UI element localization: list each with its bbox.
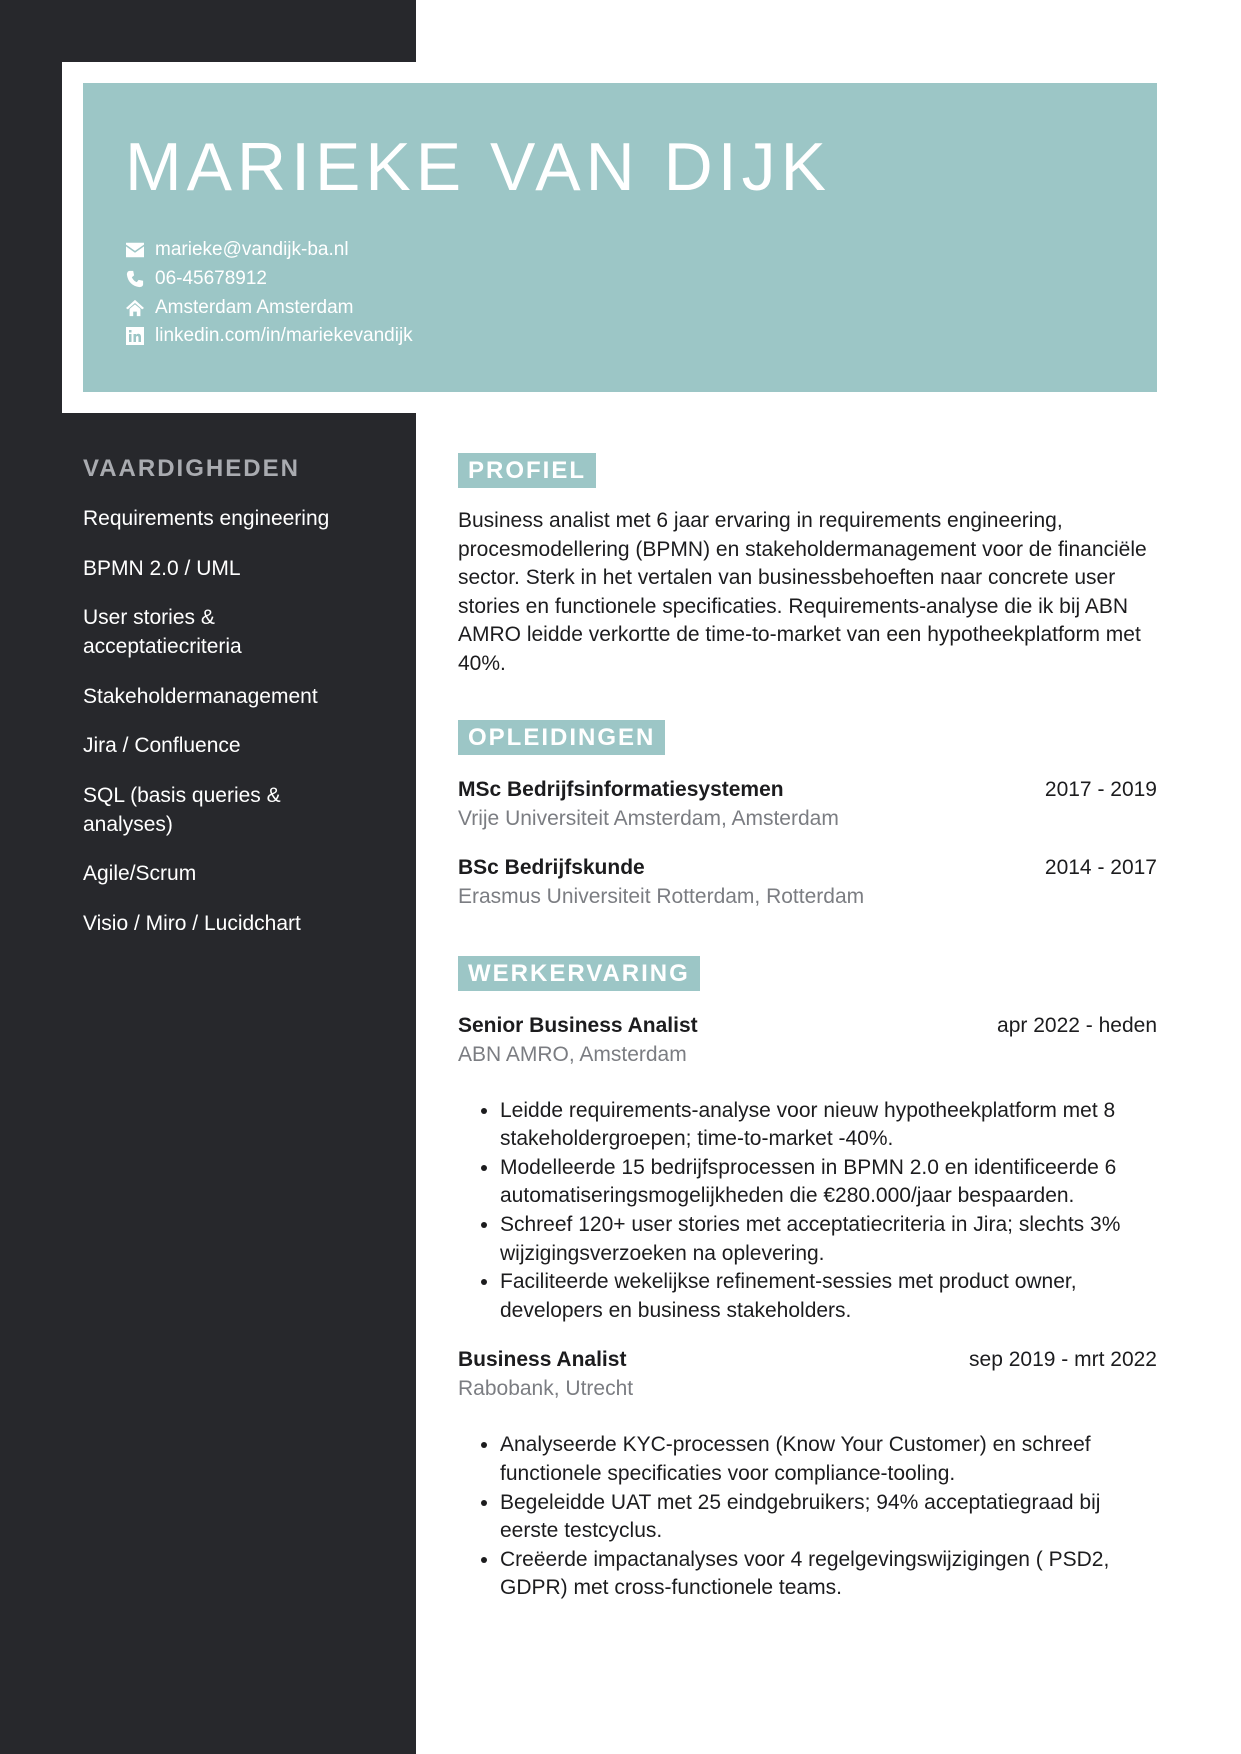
job-role: Business Analist [458,1348,627,1372]
experience-section [458,931,1157,1603]
degree-name: MSc Bedrijfsinformatiesystemen [458,777,784,801]
education-item [458,775,1157,833]
job-company: Rabobank, Utrecht [458,1377,634,1401]
skill-item: User stories & acceptatiecriteria [83,606,242,658]
main-content [458,453,1157,1623]
degree-name: BSc Bedrijfskunde [458,855,645,879]
job-dates: apr 2022 - heden [997,1013,1157,1037]
skill-item: Visio / Miro / Lucidchart [83,911,301,935]
job-bullet: • Schreef 120+ user stories met acceptatiecriteria in Jira; slechts 3% wijzigingsverzoeken na oplevering. [500,1211,1157,1268]
job-bullet: • Modelleerde 15 bedrijfsprocessen in BPMN 2.0 en identificeerde 6 automatiseringsmogelijkheden die €280.000/jaar bespaarden. [500,1154,1157,1211]
skills-title: VAARDIGHEDEN [83,455,300,482]
experience-list [458,1011,1157,1603]
school-name: Vrije Universiteit Amsterdam, Amsterdam [458,806,839,830]
envelope-icon [125,241,145,259]
home-icon [125,299,145,317]
linkedin-icon [125,327,145,345]
contact-linkedin-text[interactable]: linkedin.com/in/mariekevandijk [155,325,413,347]
skill-item: BPMN 2.0 / UML [83,556,241,580]
phone-icon [125,270,145,288]
education-title: OPLEIDINGEN [458,720,665,755]
contact-email-text[interactable]: marieke@vandijk-ba.nl [155,239,349,261]
skills-section [83,453,383,958]
contact-phone [125,265,413,294]
experience-title: WERKERVARING [458,956,700,991]
skill-item: Jira / Confluence [83,734,241,757]
education-list [458,775,1157,911]
contact-email [125,236,413,265]
profile-title: PROFIEL [458,453,596,488]
contact-list [125,236,413,351]
education-dates: 2014 - 2017 [1044,855,1157,879]
header [83,83,1157,392]
education-section [458,679,1157,911]
profile-text: Business analist met 6 jaar ervaring in requirements engineering, procesmodellering (BPMN) en stakeholdermanagement voor de financiële sector. Sterk in het vertalen van businessbehoeften naar concrete user stories en functionele specificaties. Requirements-analyse die ik bij ABN AMRO leidde verkortte de time-to-market van een hypotheekplatform met 40%. [458,509,1147,675]
job-bullet: • Begeleidde UAT met 25 eindgebruikers; 94% acceptatiegraad bij eerste testcyclus. [500,1489,1157,1546]
job-company: ABN AMRO, Amsterdam [458,1042,687,1066]
skill-item: Agile/Scrum [83,862,197,885]
job-dates: sep 2019 - mrt 2022 [969,1348,1157,1372]
job-bullet: • Creëerde impactanalyses voor 4 regelgevingswijzigingen ( PSD2, GDPR) met cross-functionele teams. [500,1546,1157,1603]
education-item [458,853,1157,911]
job-bullets [458,1097,1157,1326]
candidate-name: MARIEKE VAN DIJK [125,129,831,205]
job-bullet: • Analyseerde KYC-processen (Know Your Customer) en schreef functionele specificaties voor compliance-tooling. [500,1431,1157,1488]
job-role: Senior Business Analist [458,1013,698,1037]
profile-section [458,453,1157,679]
skill-item: SQL (basis queries & analyses) [83,783,281,836]
school-name: Erasmus Universiteit Rotterdam, Rotterdam [458,884,865,908]
contact-location-text: Amsterdam Amsterdam [155,296,354,318]
contact-location [125,293,413,322]
contact-phone-text[interactable]: 06-45678912 [155,268,267,290]
skill-item: Stakeholdermanagement [83,684,318,708]
job-item [458,1345,1157,1603]
contact-linkedin [125,322,413,351]
job-item [458,1011,1157,1326]
job-bullets [458,1431,1157,1603]
job-bullet: • Faciliteerde wekelijkse refinement-sessies met product owner, developers en business stakeholders. [500,1268,1157,1325]
education-dates: 2017 - 2019 [1044,777,1157,801]
skill-item: Requirements engineering [83,507,330,530]
job-bullet: • Leidde requirements-analyse voor nieuw hypotheekplatform met 8 stakeholdergroepen; time-to-market -40%. [500,1097,1157,1154]
